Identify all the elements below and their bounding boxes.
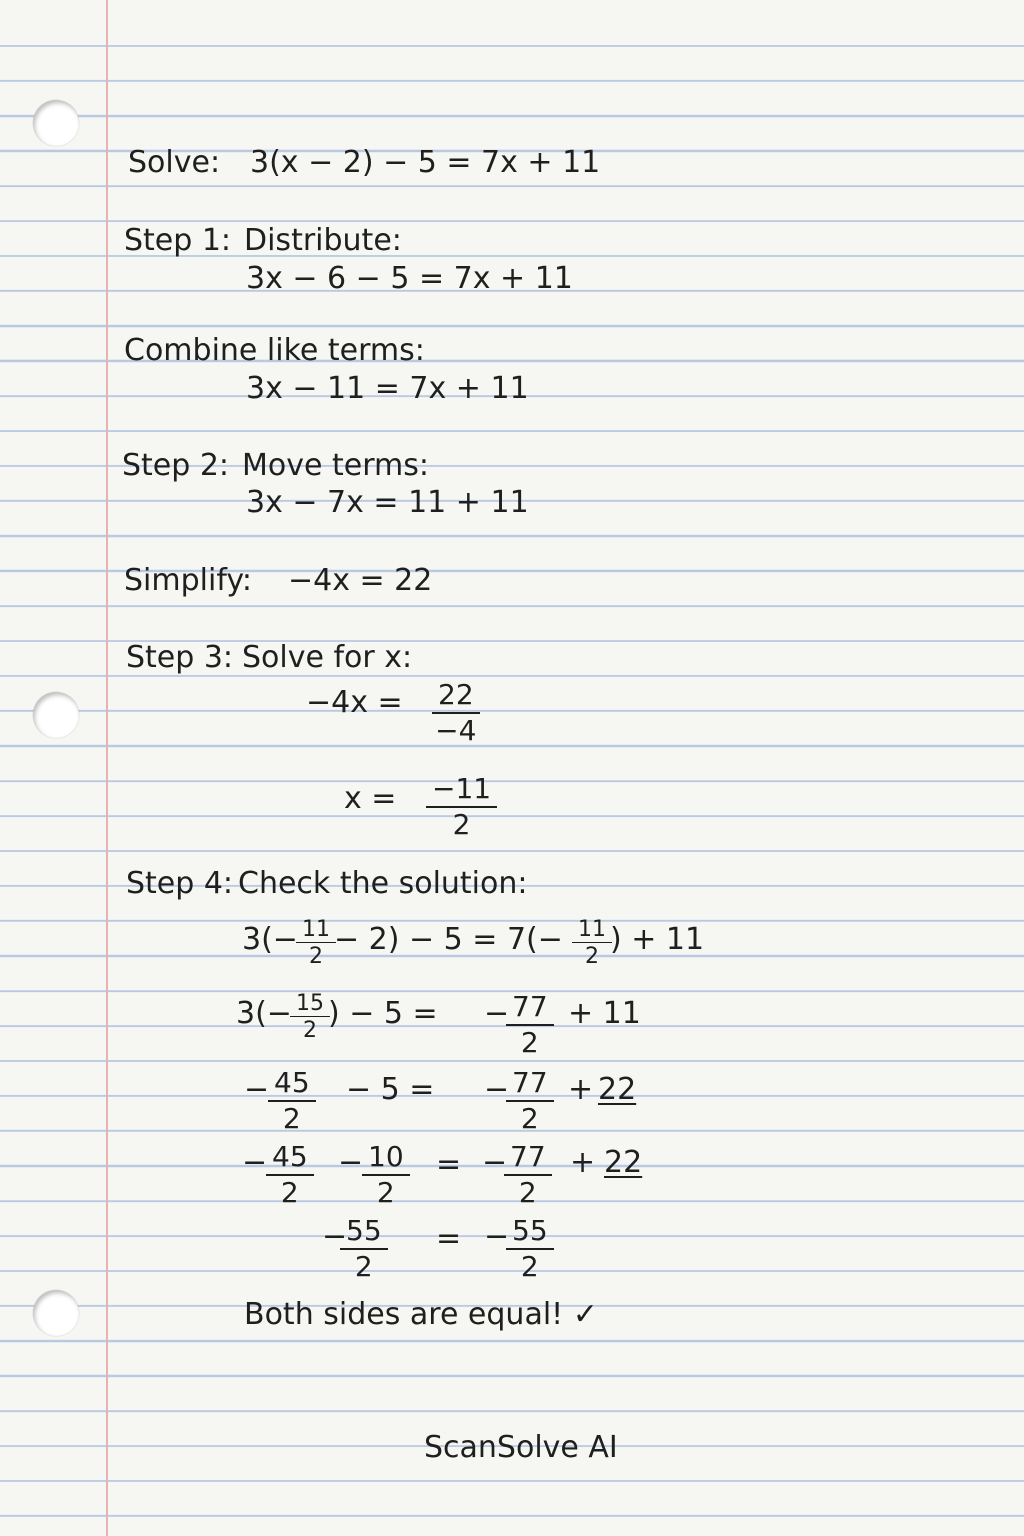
step2-equation: 3x − 7x = 11 + 11	[246, 485, 529, 520]
fraction-denominator: 2	[518, 1176, 537, 1209]
conclusion-text: Both sides are equal! ✓	[244, 1297, 598, 1332]
check-line5-fraction-a	[340, 1214, 388, 1283]
combine-equation: 3x − 11 = 7x + 11	[246, 371, 529, 406]
margin-line	[106, 0, 108, 1536]
step2-title: Move terms:	[242, 448, 429, 483]
check-line1-fraction-a	[296, 919, 336, 968]
check-line5-sign2: −	[484, 1219, 510, 1254]
fraction-denominator: −4	[435, 714, 477, 747]
fraction-denominator: 2	[520, 1102, 539, 1135]
check-line3-sign1: −	[244, 1072, 270, 1107]
fraction-numerator: 15	[290, 993, 330, 1017]
problem-label: Solve:	[128, 145, 221, 180]
step3-line1-lhs: −4x =	[306, 685, 403, 720]
fraction-numerator: 10	[362, 1143, 410, 1176]
check-line4-fraction-a	[266, 1140, 314, 1209]
check-line5-fraction-b	[506, 1214, 554, 1283]
step2-label: Step 2:	[122, 448, 230, 483]
check-line4-fraction-c	[504, 1140, 552, 1209]
fraction-numerator: 22	[432, 681, 480, 714]
fraction-denominator: 2	[354, 1250, 373, 1283]
check-line3-value: 22	[598, 1072, 637, 1107]
check-line2-part-b: ) − 5 =	[328, 996, 438, 1031]
fraction-denominator: 2	[282, 1102, 301, 1135]
fraction-denominator: 2	[520, 1250, 539, 1283]
check-line1-part-a: 3(−	[242, 922, 298, 957]
check-line3-sign2: −	[484, 1072, 510, 1107]
step1-title: Distribute:	[244, 223, 402, 258]
fraction-denominator: 2	[280, 1176, 299, 1209]
fraction-numerator: 77	[506, 1069, 554, 1102]
fraction-numerator: 11	[296, 919, 336, 943]
footer-brand: ScanSolve AI	[424, 1430, 618, 1465]
check-line5-equals: =	[436, 1221, 462, 1256]
punch-hole	[33, 100, 79, 146]
check-line2-part-c: + 11	[568, 996, 641, 1031]
fraction-numerator: −11	[426, 775, 497, 808]
fraction-numerator: 45	[266, 1143, 314, 1176]
fraction-numerator: 11	[572, 919, 612, 943]
check-line4-sign2: −	[482, 1145, 508, 1180]
check-line4-equals: =	[436, 1147, 462, 1182]
fraction-numerator: 77	[504, 1143, 552, 1176]
punch-hole	[33, 692, 79, 738]
simplify-equation: −4x = 22	[288, 563, 433, 598]
check-line2-part-a: 3(−	[236, 996, 292, 1031]
combine-label: Combine like terms:	[124, 333, 425, 368]
step1-label: Step 1:	[124, 223, 232, 258]
check-line4-plus: +	[570, 1145, 596, 1180]
fraction-numerator: 55	[340, 1217, 388, 1250]
step1-equation: 3x − 6 − 5 = 7x + 11	[246, 261, 573, 296]
check-line4-value: 22	[604, 1145, 643, 1180]
check-line1-part-c: ) + 11	[610, 922, 705, 957]
fraction-numerator: 55	[506, 1217, 554, 1250]
problem-equation: 3(x − 2) − 5 = 7x + 11	[250, 145, 601, 180]
fraction-denominator: 2	[303, 1018, 317, 1043]
step3-line2-lhs: x =	[344, 781, 397, 816]
check-line2-fraction-b	[506, 990, 554, 1059]
check-line3-plus: +	[568, 1072, 594, 1107]
fraction-denominator: 2	[520, 1026, 539, 1059]
step4-title: Check the solution:	[238, 866, 528, 901]
simplify-label: Simplify:	[124, 563, 253, 598]
check-line3-part-b: − 5 =	[346, 1072, 435, 1107]
punch-hole	[33, 1290, 79, 1336]
step3-title: Solve for x:	[242, 640, 413, 675]
check-line2-fraction-a	[290, 993, 330, 1042]
fraction-denominator: 2	[585, 944, 599, 969]
fraction-denominator: 2	[309, 944, 323, 969]
fraction-denominator: 2	[452, 808, 471, 841]
step3-label: Step 3:	[126, 640, 234, 675]
step3-line1-fraction	[432, 678, 480, 747]
check-line4-minus: −	[338, 1145, 364, 1180]
fraction-numerator: 45	[268, 1069, 316, 1102]
check-line4-fraction-b	[362, 1140, 410, 1209]
check-line5-sign1: −	[322, 1219, 348, 1254]
check-line4-sign1: −	[242, 1145, 268, 1180]
check-line1-fraction-b	[572, 919, 612, 968]
fraction-numerator: 77	[506, 993, 554, 1026]
check-line2-sign: −	[484, 996, 510, 1031]
check-line3-fraction-a	[268, 1066, 316, 1135]
step3-line2-fraction	[426, 772, 497, 841]
fraction-denominator: 2	[376, 1176, 395, 1209]
check-line3-fraction-b	[506, 1066, 554, 1135]
check-line1-part-b: − 2) − 5 = 7(−	[334, 922, 563, 957]
step4-label: Step 4:	[126, 866, 234, 901]
